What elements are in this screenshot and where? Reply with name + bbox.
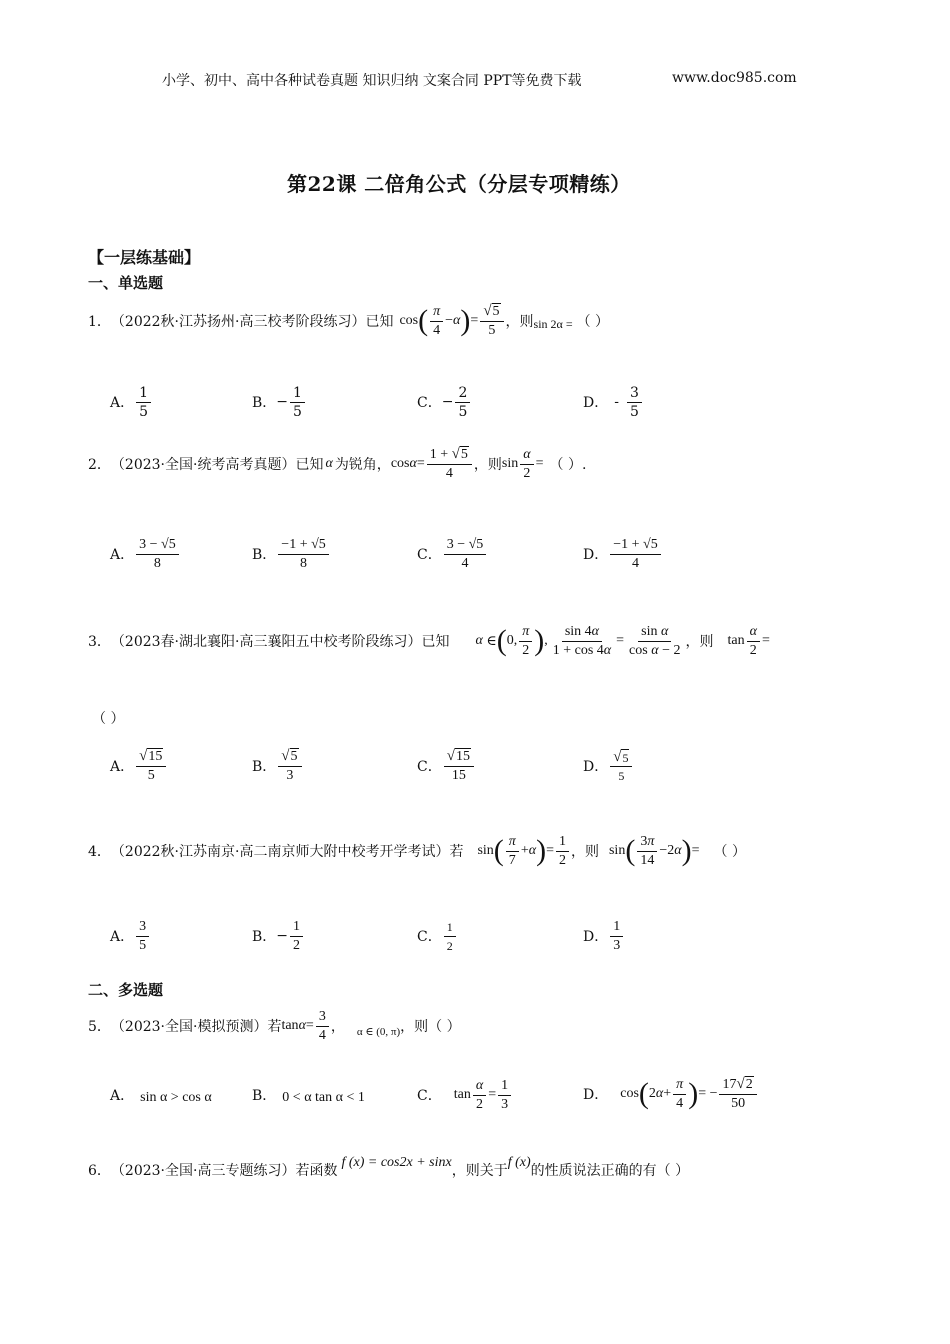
- condition-formula: cos α = 1 + √ 5 4: [391, 446, 474, 482]
- answer-bracket: （ ）: [576, 314, 610, 330]
- ask-formula: sin ( $\frac{3\pi}{14}$ −2 α ) =: [608, 833, 700, 868]
- question-connector: ，则（ ）: [400, 1019, 461, 1035]
- question-number: 1．: [88, 314, 111, 330]
- question-source: （2023春·湖北襄阳·高三襄阳五中校考阶段练习）已知: [110, 634, 450, 650]
- ask-formula: tan $\frac{\alpha}{2}$ =: [727, 623, 770, 658]
- option-C[interactable]: C． $\frac{1}{2}$: [417, 914, 458, 958]
- alpha-symbol: α: [325, 456, 333, 471]
- question-connector: ，则: [570, 844, 599, 860]
- question-source: （2023·全国·模拟预测）若: [110, 1019, 282, 1035]
- option-C[interactable]: C． √ 15 15: [417, 744, 476, 788]
- question-2: [88, 442, 586, 486]
- question-connector: ，则关于: [451, 1163, 508, 1179]
- question-connector: ，则: [685, 634, 714, 650]
- condition-formula: tan α = $\frac{3}{4}$: [281, 1009, 330, 1044]
- question-3: [88, 618, 770, 664]
- option-D[interactable]: D． $\frac{-1 + √5}{4}$: [583, 532, 663, 576]
- option-D[interactable]: D． $\frac{1}{3}$: [583, 914, 625, 958]
- section-multi-choice: 二、多选题: [88, 981, 164, 999]
- option-B[interactable]: B． 0 < α tan α < 1: [252, 1088, 365, 1105]
- header-website-link[interactable]: www.doc985.com: [672, 70, 797, 86]
- condition-formula: α ∈ ( 0, $\frac{\pi}{2}$ ) , $\frac{\sin 4\alpha}{1 + \cos 4\alpha}$ = $\frac{\text{sin α}}{\text{cos α − 2}}$: [475, 623, 681, 658]
- question-6: [88, 1150, 689, 1190]
- question-source: （2022秋·江苏南京·高二南京师大附中校考开学考试）若: [110, 844, 464, 860]
- question-connector: 为锐角，: [334, 457, 391, 473]
- page-title: 第22课 二倍角公式（分层专项精练）: [287, 172, 631, 196]
- option-A[interactable]: A． sin α > cos α: [110, 1088, 212, 1105]
- option-C[interactable]: C． $\frac{3 - √5}{4}$: [417, 532, 488, 576]
- option-D[interactable]: D． √ 5 5: [583, 744, 634, 788]
- question-number: 3．: [88, 634, 111, 650]
- option-B[interactable]: B． − $\frac{1}{5}$: [252, 380, 307, 424]
- function-formula: f (x) = cos2x + sinx: [341, 1155, 452, 1170]
- question-number: 4．: [88, 844, 111, 860]
- question-connector: ，则: [473, 457, 502, 473]
- option-D[interactable]: D． - $\frac{3}{5}$: [583, 380, 644, 424]
- question-connector: ，则: [505, 314, 534, 330]
- question-5: [88, 1004, 461, 1048]
- domain-formula: α ∈ (0, π): [356, 1025, 401, 1038]
- answer-bracket: （ ）.: [549, 457, 587, 473]
- ask-formula: sin $\frac{\alpha}{2}$ =: [501, 446, 544, 481]
- question-number: 6．: [88, 1163, 111, 1179]
- question-connector: ，: [330, 1019, 345, 1035]
- option-C[interactable]: C． tan $\frac{\alpha}{2}$ = $\frac{1}{3}$: [417, 1070, 513, 1120]
- question-source: （2023·全国·统考高考真题）已知: [110, 457, 324, 473]
- question-4: [88, 828, 746, 874]
- answer-bracket: （ ）: [92, 711, 125, 727]
- option-B[interactable]: B． √ 5 3: [252, 744, 304, 788]
- option-B[interactable]: B． $\frac{-1 + √5}{8}$: [252, 532, 331, 576]
- question-source: （2023·全国·高三专题练习）若函数: [110, 1163, 338, 1179]
- answer-bracket: （ ）: [713, 844, 746, 860]
- question-1: [88, 300, 609, 342]
- header-left-text: 小学、初中、高中各种试卷真题 知识归纳 文案合同 PPT等免费下载: [162, 73, 582, 89]
- ask-formula: sin 2α =: [533, 316, 573, 331]
- question-number: 2．: [88, 457, 111, 473]
- option-A[interactable]: A． √ 15 5: [110, 744, 168, 788]
- option-A[interactable]: A． $\frac{1}{5}$: [110, 380, 153, 424]
- option-B[interactable]: B． − $\frac{1}{2}$: [252, 914, 305, 958]
- function-symbol: f (x): [507, 1155, 531, 1170]
- question-connector: 的性质说法正确的有（ ）: [530, 1163, 690, 1179]
- question-number: 5．: [88, 1019, 111, 1035]
- option-C[interactable]: C． − $\frac{2}{5}$: [417, 380, 472, 424]
- condition-formula: cos ( $\frac{\pi}{4}$ − α ) = √ 5 5: [399, 303, 505, 339]
- question-source: （2022秋·江苏扬州·高三校考阶段练习）已知: [110, 314, 394, 330]
- level-heading: 【一层练基础】: [88, 248, 201, 267]
- section-single-choice: 一、单选题: [88, 274, 164, 292]
- option-A[interactable]: A． $\frac{3}{5}$: [110, 914, 151, 958]
- option-D[interactable]: D． cos ( 2 α + $\frac{\pi}{4}$ ) = − 17 √ 2 50: [583, 1066, 759, 1122]
- condition-formula: sin ( $\frac{\pi}{7}$ + α ) = $\frac{1}{2}$: [477, 834, 571, 869]
- option-A[interactable]: A． $\frac{3 - √5}{8}$: [110, 532, 181, 576]
